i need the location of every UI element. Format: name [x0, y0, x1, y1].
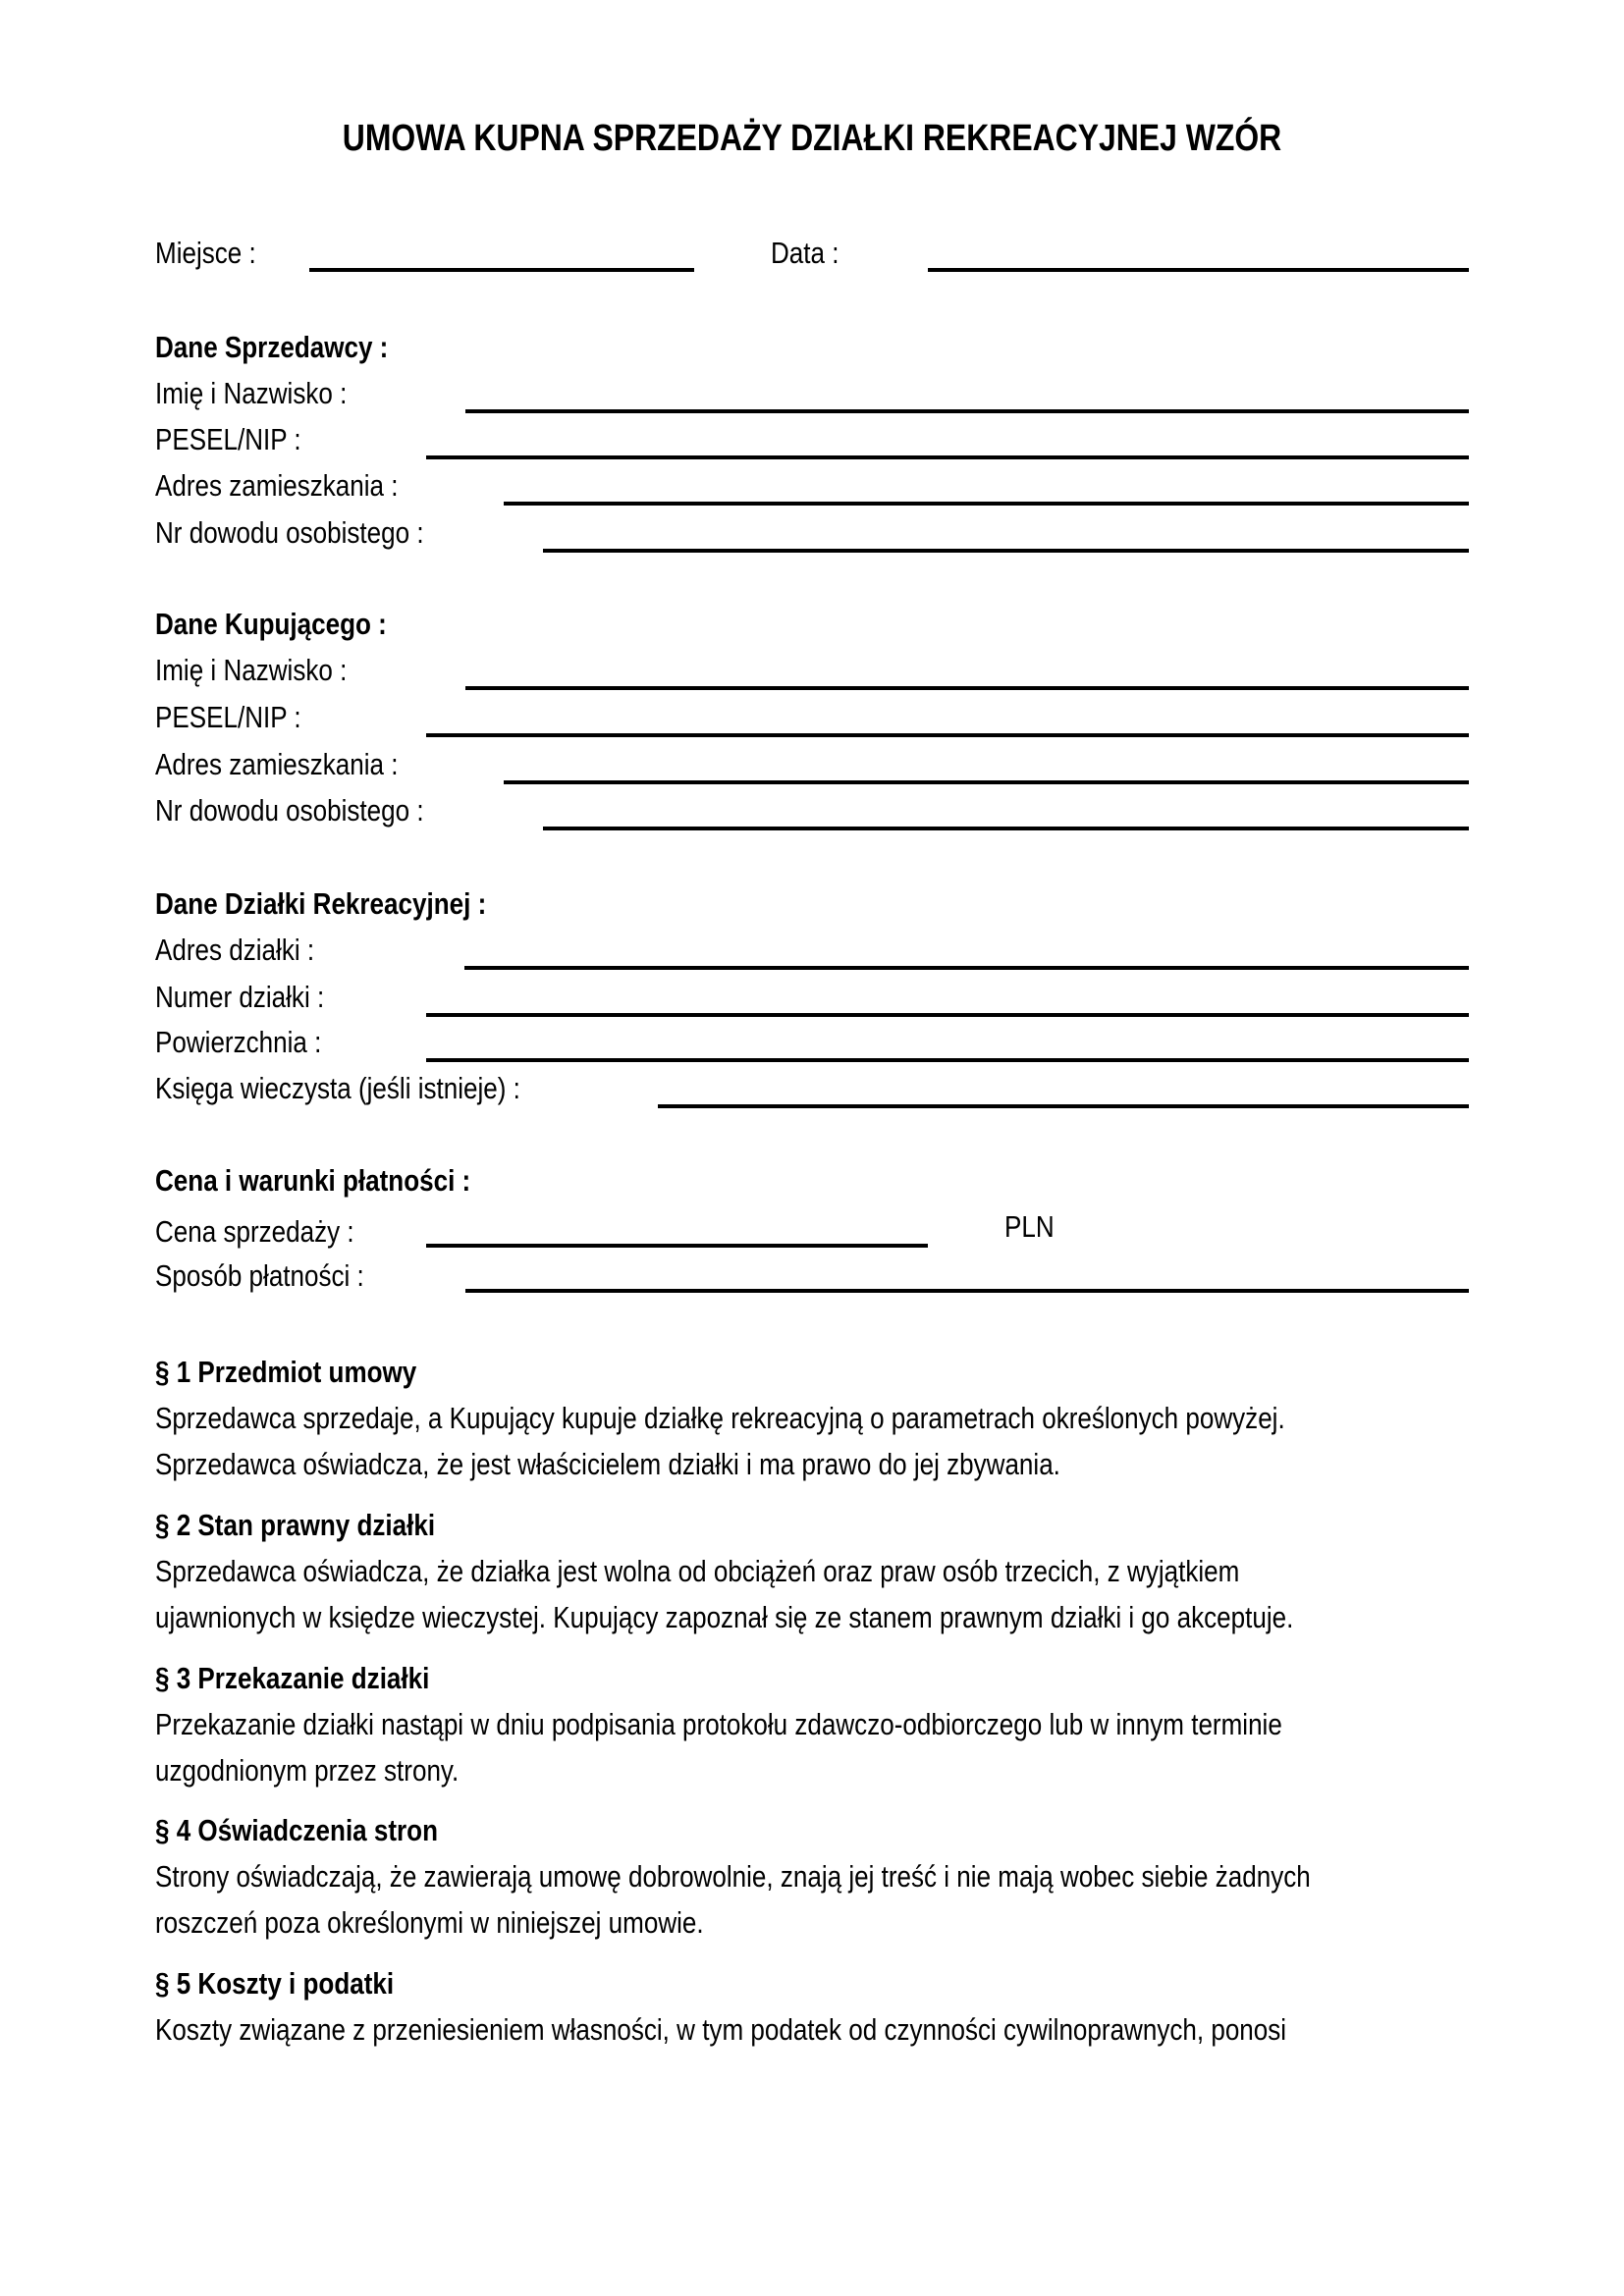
seller-name-label: Imię i Nazwisko : [155, 376, 348, 410]
clause-5-text-line: Koszty związane z przeniesieniem własności, w tym podatek od czynności cywilnoprawnych, ponosi [155, 2012, 1287, 2047]
plot-address-label: Adres działki : [155, 933, 315, 967]
buyer-id-number-label: Nr dowodu osobistego : [155, 793, 424, 828]
clause-3-text-line: Przekazanie działki nastąpi w dniu podpisania protokołu zdawczo-odbiorczego lub w innym terminie [155, 1707, 1282, 1741]
plot-area-label: Powierzchnia : [155, 1025, 322, 1059]
plot-address-input-line[interactable] [464, 966, 1469, 970]
clause-4-text-line: Strony oświadczają, że zawierają umowę dobrowolnie, znają jej treść i nie mają wobec siebie żadnych [155, 1859, 1311, 1894]
plot-number-label: Numer działki : [155, 980, 325, 1014]
clause-2-heading: § 2 Stan prawny działki [155, 1508, 436, 1542]
buyer-section-heading: Dane Kupującego : [155, 607, 387, 641]
clause-5-heading: § 5 Koszty i podatki [155, 1966, 395, 2001]
price-section-heading: Cena i warunki płatności : [155, 1163, 471, 1198]
buyer-id-number-input-line[interactable] [543, 827, 1469, 830]
currency-label: PLN [1004, 1209, 1055, 1244]
seller-pesel-label: PESEL/NIP : [155, 422, 301, 456]
clause-2-text-line: Sprzedawca oświadcza, że działka jest wolna od obciążeń oraz praw osób trzecich, z wyjątkiem [155, 1554, 1240, 1588]
place-label: Miejsce : [155, 236, 256, 270]
seller-address-label: Adres zamieszkania : [155, 468, 399, 503]
plot-land-register-label: Księga wieczysta (jeśli istnieje) : [155, 1071, 520, 1105]
payment-method-label: Sposób płatności : [155, 1258, 364, 1293]
date-input-line[interactable] [928, 268, 1469, 272]
seller-address-input-line[interactable] [504, 502, 1469, 506]
buyer-name-label: Imię i Nazwisko : [155, 653, 348, 687]
buyer-address-input-line[interactable] [504, 780, 1469, 784]
clause-3-heading: § 3 Przekazanie działki [155, 1661, 430, 1695]
clause-1-heading: § 1 Przedmiot umowy [155, 1355, 417, 1389]
date-label: Data : [771, 236, 839, 270]
buyer-pesel-label: PESEL/NIP : [155, 700, 301, 734]
seller-id-number-label: Nr dowodu osobistego : [155, 515, 424, 550]
buyer-address-label: Adres zamieszkania : [155, 747, 399, 781]
clause-2-text-line: ujawnionych w księdze wieczystej. Kupujący zapoznał się ze stanem prawnym działki i go akceptuje. [155, 1600, 1294, 1634]
clause-1-text-line: Sprzedawca oświadcza, że jest właścicielem działki i ma prawo do jej zbywania. [155, 1447, 1060, 1481]
sale-price-input-line[interactable] [426, 1244, 928, 1248]
buyer-name-input-line[interactable] [465, 686, 1469, 690]
sale-price-label: Cena sprzedaży : [155, 1214, 354, 1249]
clause-4-heading: § 4 Oświadczenia stron [155, 1813, 439, 1847]
clause-1-text-line: Sprzedawca sprzedaje, a Kupujący kupuje działkę rekreacyjną o parametrach określonych powyżej. [155, 1401, 1285, 1435]
seller-section-heading: Dane Sprzedawcy : [155, 330, 389, 364]
plot-number-input-line[interactable] [426, 1013, 1469, 1017]
clause-4-text-line: roszczeń poza określonymi w niniejszej umowie. [155, 1905, 704, 1940]
plot-area-input-line[interactable] [426, 1058, 1469, 1062]
seller-id-number-input-line[interactable] [543, 549, 1469, 553]
plot-section-heading: Dane Działki Rekreacyjnej : [155, 886, 487, 921]
buyer-pesel-input-line[interactable] [426, 733, 1469, 737]
payment-method-input-line[interactable] [465, 1289, 1469, 1293]
clause-3-text-line: uzgodnionym przez strony. [155, 1753, 460, 1788]
document-title: UMOWA KUPNA SPRZEDAŻY DZIAŁKI REKREACYJNEJ WZÓR [342, 118, 1282, 159]
seller-pesel-input-line[interactable] [426, 455, 1469, 459]
seller-name-input-line[interactable] [465, 409, 1469, 413]
place-input-line[interactable] [309, 268, 694, 272]
plot-land-register-input-line[interactable] [658, 1104, 1469, 1108]
